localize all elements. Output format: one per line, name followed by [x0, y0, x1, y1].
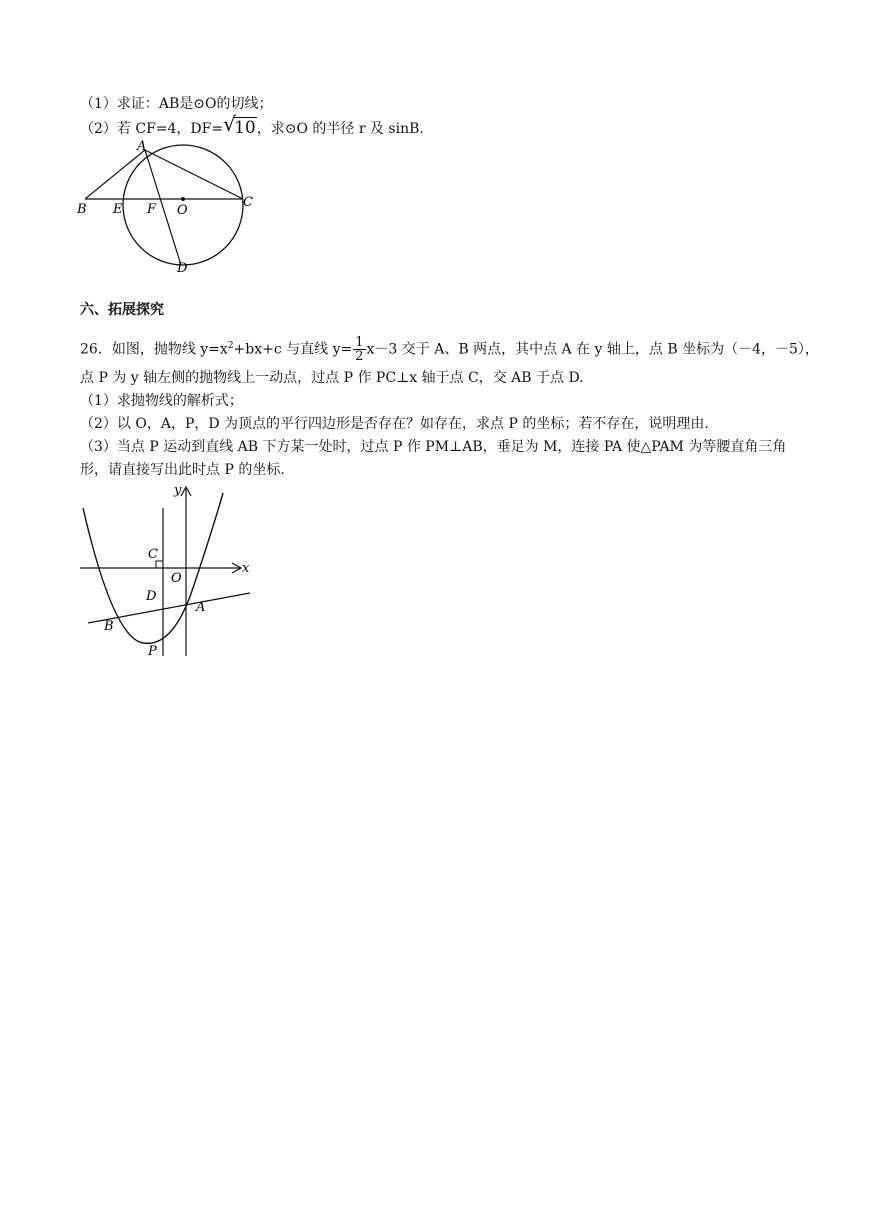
label-d: D: [146, 589, 157, 604]
q25-part2-text-a: （2）若 CF=4，DF=: [80, 121, 224, 137]
line-ab: [85, 150, 145, 199]
label-p: P: [148, 644, 157, 658]
q26-part3-line1: （3）当点 P 运动到直线 AB 下方某一处时，过点 P 作 PM⊥AB，垂足为 M，连接 PA 使△PAM 为等腰直角三角: [80, 439, 787, 455]
fraction-denominator: 2: [355, 349, 364, 365]
label-a: A: [137, 139, 147, 154]
q25-part2: [80, 112, 424, 139]
label-o: O: [177, 203, 188, 218]
label-o: O: [171, 571, 182, 586]
right-angle-mark: [156, 561, 163, 568]
label-c: C: [148, 547, 158, 562]
q26-stem-b: +bx+c 与直线 y=: [233, 341, 353, 358]
q25-circle-figure: [75, 138, 260, 276]
q26-stem-a: 26．如图，抛物线 y=x: [80, 341, 228, 358]
q26-part1: （1）求抛物线的解析式；: [80, 393, 243, 409]
sqrt-10: √ 10: [223, 112, 256, 138]
label-a: A: [196, 600, 206, 615]
center-dot: [181, 197, 185, 201]
q26-part3-line2: 形，请直接写出此时点 P 的坐标.: [80, 462, 285, 478]
label-e: E: [113, 202, 123, 217]
q26-parabola-figure: [78, 478, 253, 658]
q26-exponent: 2: [227, 341, 234, 351]
q26-stem-line1: [80, 336, 819, 363]
sqrt-radicand: 10: [234, 118, 256, 138]
line-ac: [145, 150, 243, 199]
label-x: x: [242, 561, 250, 576]
label-y: y: [174, 483, 182, 498]
fraction-numerator: 1: [355, 335, 364, 351]
label-b: B: [104, 619, 114, 634]
label-b: B: [77, 202, 87, 217]
q26-part2: （2）以 O，A，P，D 为顶点的平行四边形是否存在？如存在，求点 P 的坐标；若不存在，说明理由.: [80, 416, 709, 432]
q25-part2-text-b: ，求⊙O 的半径 r 及 sinB.: [256, 121, 424, 137]
label-c: C: [243, 195, 253, 210]
label-d: D: [177, 261, 188, 276]
section-heading: 六、拓展探究: [80, 302, 164, 318]
q26-stem-c: x－3 交于 A、B 两点，其中点 A 在 y 轴上，点 B 坐标为（－4，－5），: [366, 341, 819, 358]
q25-part1: （1）求证：AB是⊙O的切线；: [80, 96, 273, 112]
label-f: F: [147, 202, 157, 217]
q26-stem-line2: 点 P 为 y 轴左侧的抛物线上一动点，过点 P 作 PC⊥x 轴于点 C，交 AB 于点 D.: [80, 370, 584, 386]
fraction-one-half: [353, 336, 365, 363]
